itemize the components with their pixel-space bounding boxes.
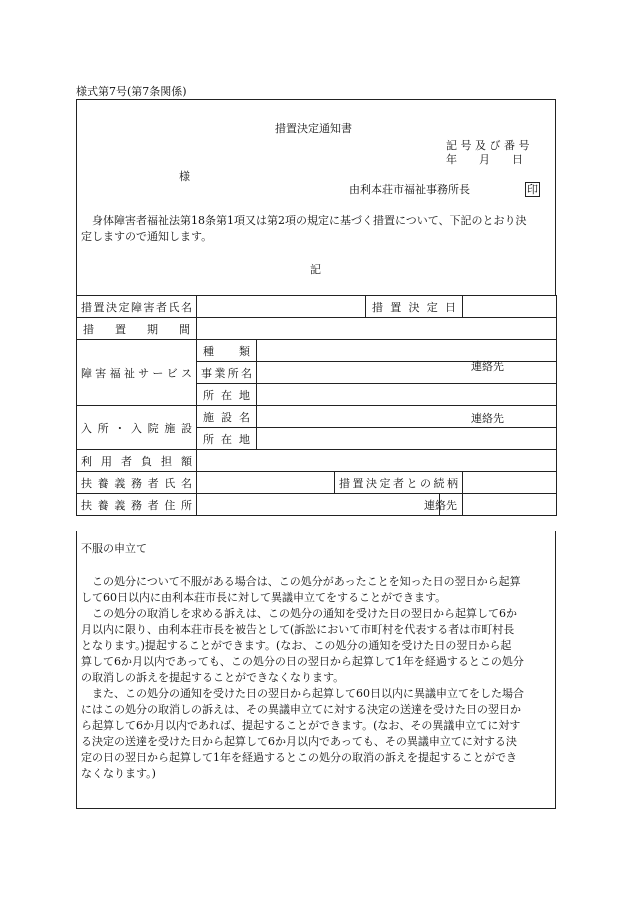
appeal-line: 定の日の翌日から起算して1年を経過するとこの処分の取消の訴えを提起することができ bbox=[81, 751, 517, 764]
guardian-contact-value bbox=[463, 494, 557, 516]
body-text-line-2: 定しますので通知します。 bbox=[81, 230, 213, 243]
guardian-address-value bbox=[197, 494, 440, 516]
service-type-label: 種類 bbox=[197, 340, 257, 362]
table-row bbox=[77, 472, 557, 494]
measure-period-label: 措置期間 bbox=[77, 318, 197, 340]
guardian-name-label: 扶養義務者氏名 bbox=[77, 472, 197, 494]
reference-number-label: 記 号 及 び 番 号 bbox=[446, 139, 530, 152]
appeal-line: この処分について不服がある場合は、この処分があったことを知った日の翌日から起算 bbox=[81, 575, 521, 588]
issuer-name: 由利本荘市福祉事務所長 bbox=[349, 183, 470, 196]
welfare-contact-label: 連絡先 bbox=[471, 360, 504, 373]
notice-header-section bbox=[76, 99, 556, 295]
guardian-contact-label: 連絡先 bbox=[422, 494, 445, 516]
appeal-heading: 不服の申立て bbox=[81, 542, 147, 555]
table-row bbox=[77, 406, 557, 428]
user-burden-value bbox=[197, 450, 557, 472]
disabled-person-name-label: 措置決定障害者氏名 bbox=[77, 296, 197, 318]
appeal-line: る決定の送達を受けた日から起算して6か月以内であっても、その異議申立てに対する決 bbox=[81, 735, 517, 748]
appeal-line: この処分の取消しを求める訴えは、この処分の通知を受けた日の翌日から起算して6か bbox=[81, 607, 517, 620]
office-name-value bbox=[257, 362, 557, 384]
facility-address-label: 所在地 bbox=[197, 428, 257, 450]
office-name-label: 事業所名 bbox=[197, 362, 257, 384]
welfare-service-label: 障害福祉サービス bbox=[77, 340, 197, 406]
date-label: 年 月 日 bbox=[446, 153, 523, 166]
addressee-suffix: 様 bbox=[179, 170, 190, 183]
seal-mark: 印 bbox=[527, 183, 538, 196]
appeal-line: して60日以内に由利本荘市長に対して異議申立てをすることができます。 bbox=[81, 591, 447, 604]
appeal-line: にはこの処分の取消しの訴えは、その異議申立てに対する決定の送達を受けた日の翌日か bbox=[81, 703, 521, 716]
appeal-line: 算して6か月以内であっても、この処分の日の翌日から起算して1年を経過するとこの処分 bbox=[81, 655, 524, 668]
user-burden-label: 利用者負担額 bbox=[77, 450, 197, 472]
facility-name-value bbox=[257, 406, 557, 428]
table-row bbox=[77, 450, 557, 472]
decision-date-label: 措 置 決 定 日 bbox=[366, 296, 463, 318]
office-address-label: 所在地 bbox=[197, 384, 257, 406]
measure-details-table bbox=[76, 295, 557, 516]
appeal-line: なくなります。) bbox=[81, 767, 156, 780]
facility-name-label: 施設名 bbox=[197, 406, 257, 428]
body-text-line-1: 身体障害者福祉法第18条第1項又は第2項の規定に基づく措置について、下記のとおり決 bbox=[81, 214, 527, 227]
facility-contact-label: 連絡先 bbox=[471, 412, 504, 425]
disabled-person-name-value bbox=[197, 296, 366, 318]
facility-label: 入所・入院施設 bbox=[77, 406, 197, 450]
appeal-notice-section bbox=[76, 531, 556, 809]
guardian-address-label: 扶養義務者住所 bbox=[77, 494, 197, 516]
office-address-value bbox=[257, 384, 557, 406]
guardian-name-value bbox=[197, 472, 335, 494]
decision-date-value bbox=[463, 296, 557, 318]
ki-marker: 記 bbox=[310, 263, 321, 276]
service-type-value bbox=[257, 340, 557, 362]
appeal-line: また、この処分の通知を受けた日の翌日から起算して60日以内に異議申立てをした場合 bbox=[81, 687, 524, 700]
appeal-line: 月以内に限り、由利本荘市長を被告として(訴訟において市町村を代表する者は市町村長 bbox=[81, 623, 515, 636]
form-number-label: 様式第7号(第7条関係) bbox=[76, 85, 187, 98]
relationship-label: 措置決定者との続柄 bbox=[335, 472, 463, 494]
table-row bbox=[77, 494, 557, 516]
table-row bbox=[77, 318, 557, 340]
appeal-line: となります。)提起することができます。(なお、この処分の通知を受けた日の翌日から起 bbox=[81, 639, 512, 652]
document-title: 措置決定通知書 bbox=[275, 122, 352, 135]
appeal-line: の取消しの訴えを提起することができなくなります。 bbox=[81, 671, 345, 684]
table-row bbox=[77, 296, 557, 318]
appeal-line: ら起算して6か月以内であれば、提起することができます。(なお、その異議申立てに対す bbox=[81, 719, 521, 732]
measure-period-value bbox=[197, 318, 557, 340]
facility-address-value bbox=[257, 428, 557, 450]
relationship-value bbox=[463, 472, 557, 494]
